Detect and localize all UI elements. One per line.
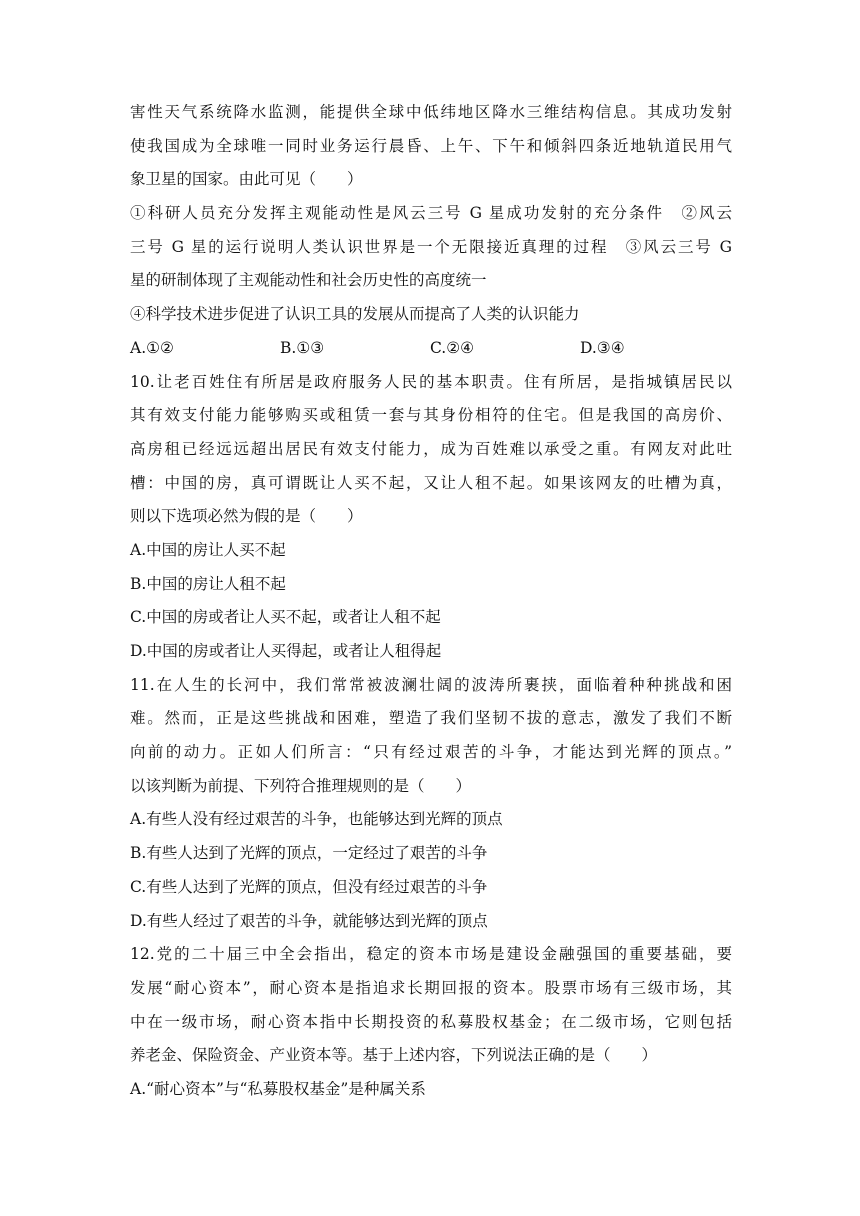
option-c: C.有些人达到了光辉的顶点，但没有经过艰苦的斗争 [130,877,488,896]
option-d: D.③④ [580,338,625,357]
question-stem-line: 则以下选项必然为假的是（ ） [130,507,363,526]
option-a: A.有些人没有经过艰苦的斗争，也能够达到光辉的顶点 [130,810,503,829]
question-stem-line: 使我国成为全球唯一同时业务运行晨昏、上午、下午和倾斜四条近地轨道民用气 [130,136,732,155]
question-9 [130,96,732,366]
question-stem-line: 高房租已经远远超出居民有效支付能力，成为百姓难以承受之重。有网友对此吐 [130,439,732,458]
question-stem-line: 以该判断为前提、下列符合推理规则的是（ ） [130,776,472,795]
option-b: B.有些人达到了光辉的顶点，一定经过了艰苦的斗争 [130,844,488,863]
question-11 [130,669,732,939]
statement-line: ④科学技术进步促进了认识工具的发展从而提高了人类的认识能力 [130,305,580,324]
question-12 [130,938,732,1106]
statement-line: 三号 G 星的运行说明人类认识世界是一个无限接近真理的过程 ③风云三号 G [130,237,732,256]
question-stem-line: 向前的动力。正如人们所言：“只有经过艰苦的斗争，才能达到光辉的顶点。” [130,743,732,762]
statement-line: ①科研人员充分发挥主观能动性是风云三号 G 星成功发射的充分条件 ②风云 [130,204,732,223]
option-c: C.②④ [430,338,475,357]
question-stem-line: 害性天气系统降水监测，能提供全球中低纬地区降水三维结构信息。其成功发射 [130,103,732,121]
option-a: A.中国的房让人买不起 [130,540,286,559]
question-10 [130,366,732,669]
option-d: D.中国的房或者让人买得起，或者让人租得起 [130,642,442,660]
question-stem-line: 槽：中国的房，真可谓既让人买不起，又让人租不起。如果该网友的吐槽为真， [130,473,732,492]
option-d: D.有些人经过了艰苦的斗争，就能够达到光辉的顶点 [130,911,488,930]
question-stem-line: 10.让老百姓住有所居是政府服务人民的基本职责。住有所居，是指城镇居民以 [130,372,732,391]
option-c: C.中国的房或者让人买不起，或者让人租不起 [130,608,441,627]
question-stem-line: 中在一级市场，耐心资本指中长期投资的私募股权基金；在二级市场，它则包括 [130,1012,732,1031]
option-b: B.①③ [280,338,325,357]
option-b: B.中国的房让人租不起 [130,574,286,593]
option-a: A.“耐心资本”与“私募股权基金”是种属关系 [130,1079,426,1098]
statement-line: 星的研制体现了主观能动性和社会历史性的高度统一 [130,271,487,290]
question-stem-line: 发展“耐心资本”，耐心资本是指追求长期回报的资本。股票市场有三级市场，其 [130,978,732,997]
question-content [130,96,732,1107]
answer-options [130,332,732,366]
question-stem-line: 难。然而，正是这些挑战和困难，塑造了我们坚韧不拔的意志，激发了我们不断 [130,709,732,728]
question-stem-line: 11.在人生的长河中，我们常常被波澜壮阔的波涛所裹挟，面临着种种挑战和困 [130,675,732,694]
question-stem-line: 其有效支付能力能够购买或租赁一套与其身份相符的住宅。但是我国的高房价、 [130,406,732,425]
question-stem-line: 12.党的二十届三中全会指出，稳定的资本市场是建设金融强国的重要基础，要 [130,945,732,964]
question-stem-line: 象卫星的国家。由此可见（ ） [130,170,363,189]
option-a: A.①② [130,338,174,357]
question-stem-line: 养老金、保险资金、产业资本等。基于上述内容，下列说法正确的是（ ） [130,1046,658,1065]
